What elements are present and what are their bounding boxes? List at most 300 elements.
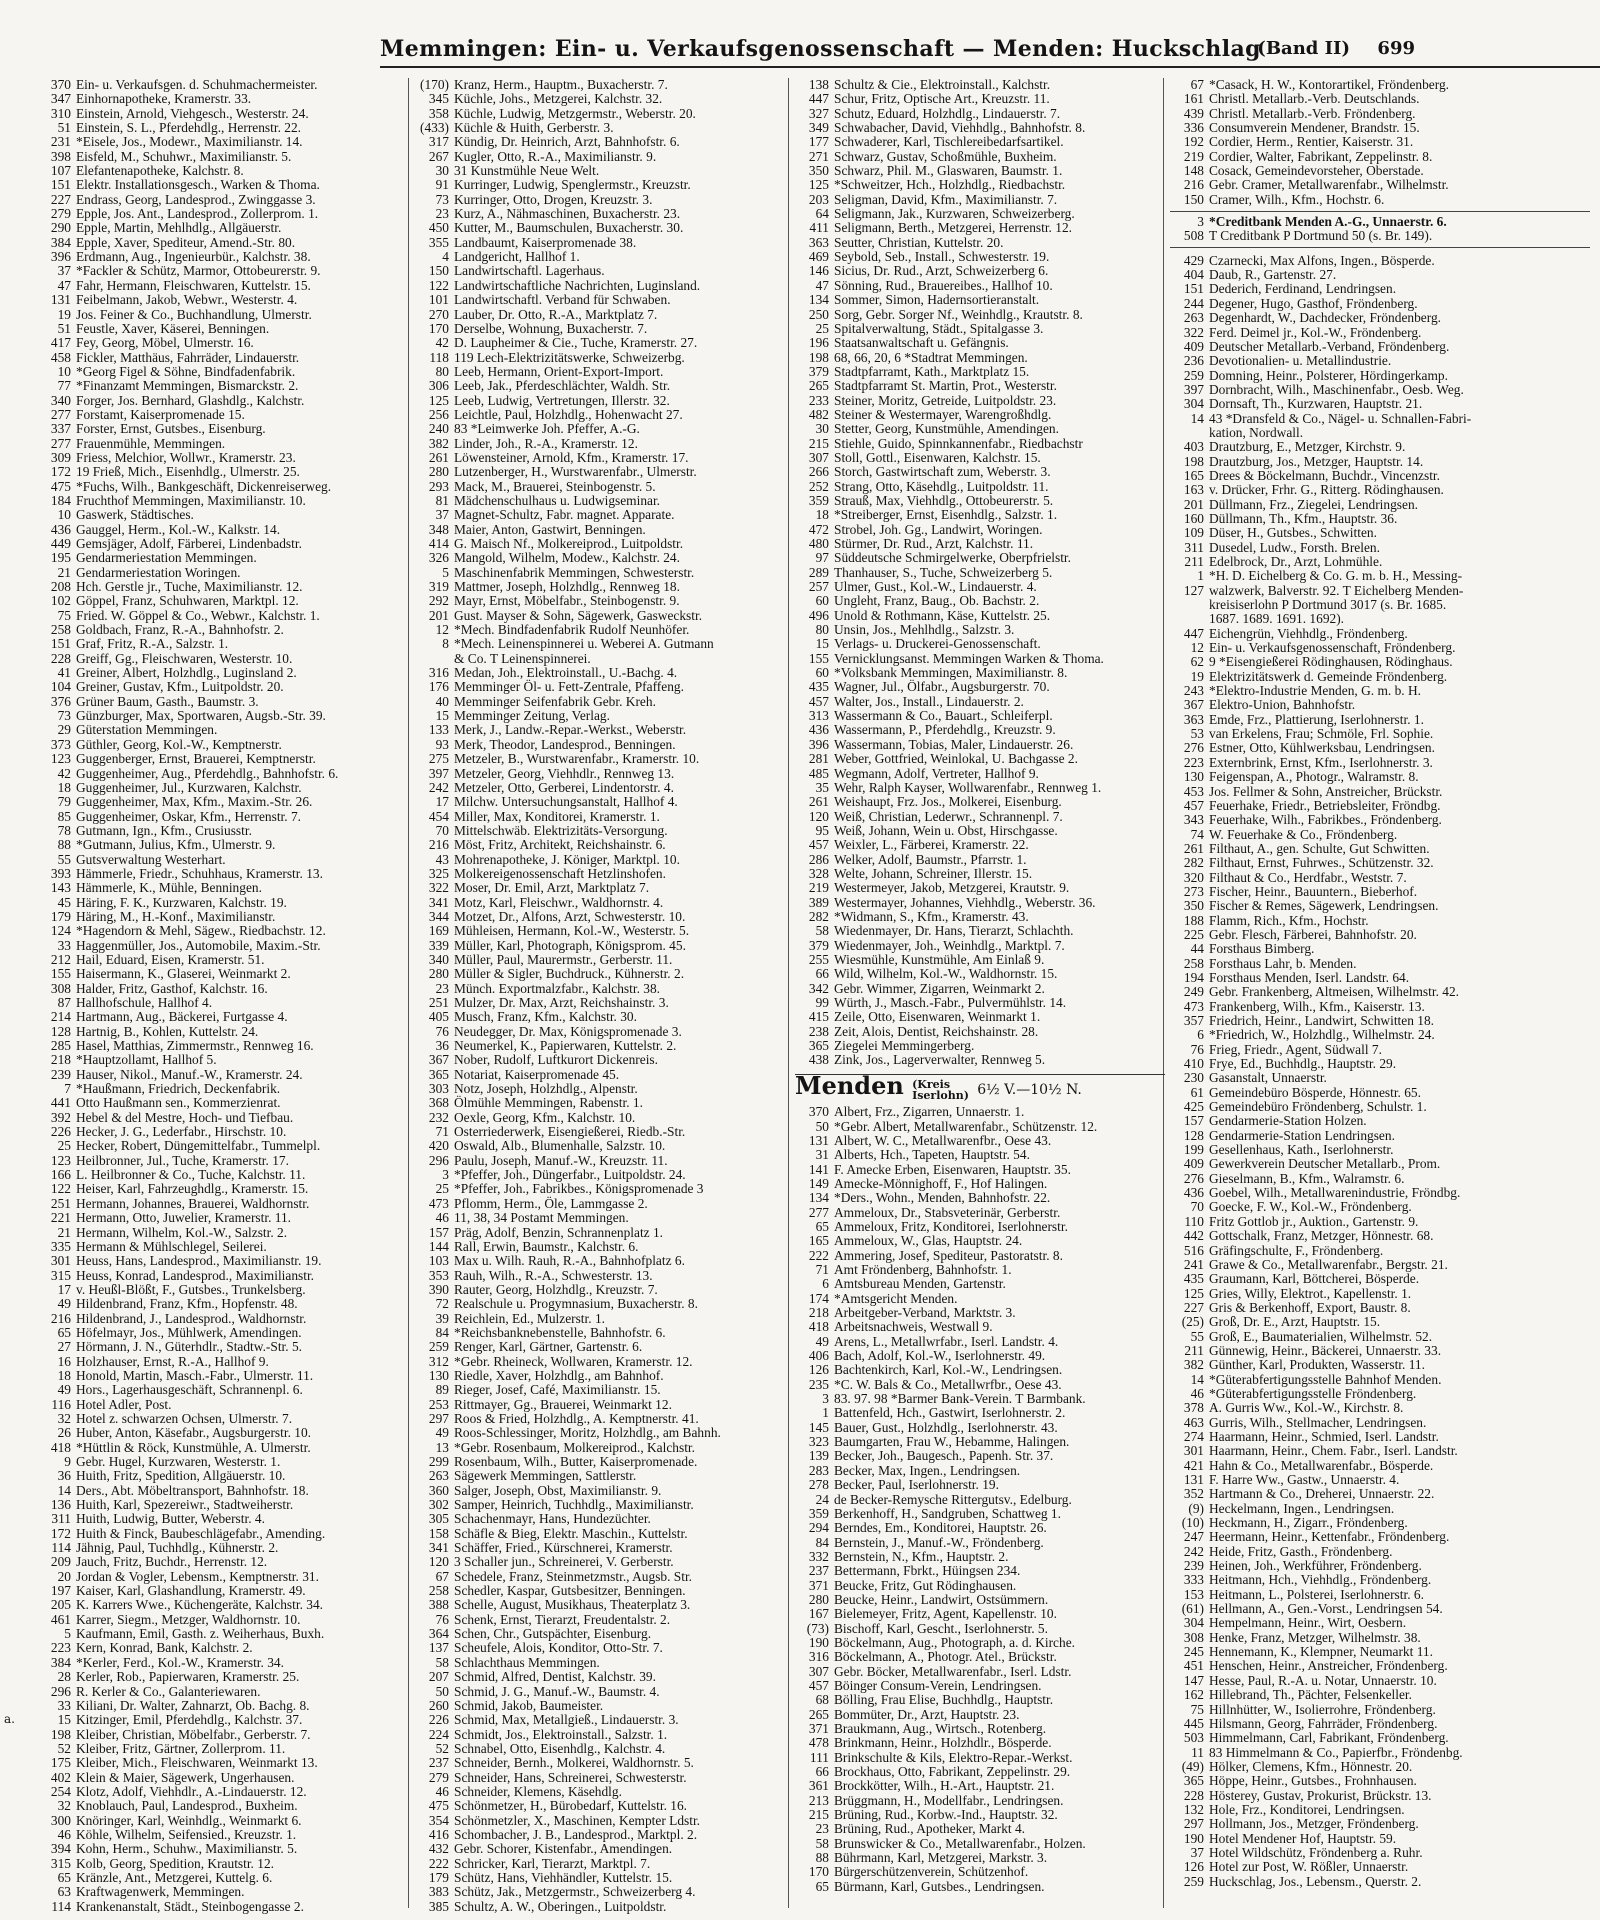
list-item [1170,1344,1590,1358]
entry-text: Moser, Dr. Emil, Arzt, Marktplatz 7. [454,880,650,896]
entry-text: Günther, Karl, Produkten, Wasserstr. 11. [1209,1357,1425,1373]
entry-number: 435 [808,679,829,695]
entry-text: Motz, Karl, Fleischwr., Waldhornstr. 4. [454,894,664,910]
list-item [415,1053,785,1067]
entry-number: 78 [57,822,71,838]
entry-number: 227 [1183,1299,1204,1315]
entry-number: 137 [428,1640,449,1656]
entry-text: Wiesmühle, Kunstmühle, Am Einlaß 9. [834,951,1045,967]
list-item [1170,641,1590,655]
entry-text: Battenfeld, Hch., Gastwirt, Iserlohnerstr. 2. [834,1405,1066,1421]
list-item [415,193,785,207]
entry-text: Nober, Rudolf, Luftkurort Dickenreis. [454,1052,658,1068]
entry-number: 60 [815,665,829,681]
entry-text: Schricker, Karl, Tierarzt, Marktpl. 7. [454,1855,651,1871]
entry-number: 32 [57,1410,71,1426]
entry-text: Greiner, Albert, Holzhdlg., Luginsland 2. [76,665,297,681]
entry-text: Arbeitsnachweis, Westwall 9. [834,1319,993,1335]
city-district: (Kreis Iserlohn) [912,1078,969,1103]
entry-number: 311 [1184,539,1204,555]
column-divider [408,78,409,1908]
entry-text: Weiß, Johann, Wein u. Obst, Hirschgasse. [834,822,1058,838]
entry-text: Böckelmann, A., Photogr. Atel., Brückstr. [834,1649,1057,1665]
entry-number: 134 [808,292,829,308]
list-item [795,1536,1165,1550]
list-item [1170,164,1590,178]
entry-text: 3 Schaller jun., Schreinerei, V. Gerberstr. [454,1554,674,1570]
list-item [1170,914,1590,928]
entry-text: F. Amecke Erben, Eisenwaren, Hauptstr. 35. [834,1161,1071,1177]
directory-column-1 [37,77,407,1914]
entry-text: Gaswerk, Städtisches. [76,507,194,523]
entry-text: Kiliani, Dr. Walter, Zahnarzt, Ob. Bachg. 8. [76,1697,310,1713]
list-item [37,1871,407,1885]
entry-number: 139 [808,1448,829,1464]
list-item [415,1441,785,1455]
list-item [37,1369,407,1383]
list-item [415,896,785,910]
list-item [795,1148,1165,1162]
entry-number: 123 [50,1152,71,1168]
entry-number: 23 [435,206,449,222]
list-item [37,1771,407,1785]
entry-number: 87 [57,995,71,1010]
list-item [37,508,407,522]
entry-text: Jos. Feiner & Co., Buchhandlung, Ulmerstr. [76,306,312,322]
list-item [1170,1330,1590,1344]
list-item [37,680,407,694]
list-item [1170,1071,1590,1085]
entry-number: 126 [808,1362,829,1378]
entry-text: Mädchenschulhaus u. Ludwigseminar. [454,492,661,508]
entry-text: Kurringer, Ludwig, Spenglermstr., Kreuzstr. [454,177,691,193]
entry-text: Grüner Baum, Gasth., Baumstr. 3. [76,693,259,709]
entry-text: Strauß, Max, Viehhdlg., Ottobeurerstr. 5. [834,492,1054,508]
entry-text: Kleiber, Christian, Möbelfabr., Gerberstr. 7. [76,1726,311,1742]
list-item [795,1607,1165,1621]
entry-number: 111 [809,1749,829,1765]
list-item [795,1234,1165,1248]
entry-text: Schutz, Eduard, Holzhdlg., Lindauerstr. 7. [834,105,1061,121]
list-item [37,1398,407,1412]
list-item [1170,942,1590,956]
entry-number: 305 [428,1511,449,1527]
list-item [37,1096,407,1110]
memmingen-entries [795,78,1165,1068]
entry-number: 223 [50,1640,71,1656]
entry-number: 134 [808,1190,829,1206]
entry-number: 297 [428,1410,449,1426]
entry-text: Hasel, Matthias, Zimmermstr., Rennweg 16. [76,1038,314,1054]
entry-text: Degener, Hugo, Gasthof, Fröndenberg. [1209,295,1418,311]
entry-number: 282 [808,908,829,924]
entry-number: 192 [1183,134,1204,150]
entry-text: Mack, M., Brauerei, Steinbogenstr. 5. [454,478,656,494]
entry-text: Schen, Chr., Gutspächter, Eisenburg. [454,1626,652,1642]
list-item [37,1541,407,1555]
entry-text: Klein & Maier, Sägewerk, Ungerhausen. [76,1769,295,1785]
entry-number: 384 [50,1654,71,1670]
entry-text: Arens, L., Metallwrfabr., Iserl. Landstr. 4. [834,1333,1059,1349]
entry-text: Miller, Max, Konditorei, Kramerstr. 1. [454,808,660,824]
entry-text: Neudegger, Dr. Max, Königspromenade 3. [454,1023,682,1039]
entry-text: Fritz Gottlob jr., Auktion., Gartenstr. 9. [1209,1213,1419,1229]
list-item [37,1082,407,1096]
entry-text: Huith, Fritz, Spedition, Allgäuerstr. 10. [76,1468,286,1484]
list-item [795,1163,1165,1177]
entry-text: Hermann, Otto, Juwelier, Kramerstr. 11. [76,1210,292,1226]
entry-number: 307 [808,1663,829,1679]
entry-text: *H. D. Eichelberg & Co. G. m. b. H., Messing- [1209,568,1463,584]
entry-text: Maschinenfabrik Memmingen, Schwesterstr. [454,564,695,580]
list-item [1170,354,1590,368]
list-item [795,1220,1165,1234]
entry-text: Hildenbrand, Franz, Kfm., Hopfenstr. 48. [76,1296,298,1312]
entry-number: 397 [428,765,449,781]
entry-number: 458 [50,349,71,365]
entry-text: Edelbrock, Dr., Arzt, Lohmühle. [1209,554,1383,569]
entry-text: Berndes, Em., Konditorei, Hauptstr. 26. [834,1520,1047,1536]
list-item [1170,1760,1590,1774]
list-item [415,394,785,408]
entry-number: 230 [1183,1070,1204,1086]
entry-text: Mangold, Wilhelm, Modew., Kalchstr. 24. [454,550,680,566]
entry-text: Hch. Gerstle jr., Tuche, Maximilianstr. 12. [76,579,303,595]
entry-number: 485 [808,765,829,781]
entry-number: 266 [808,464,829,480]
entry-number: 99 [815,995,829,1010]
entry-text: Huckschlag, Jos., Lebensm., Querstr. 2. [1209,1873,1422,1889]
list-item [415,1269,785,1283]
entry-text: *Reichsbanknebenstelle, Bahnhofstr. 6. [454,1324,666,1340]
list-item [795,1550,1165,1564]
entry-text: Schäffer, Fried., Kürschnerei, Kramerstr. [454,1540,673,1556]
entry-text: Amtsbureau Menden, Gartenstr. [834,1276,1006,1292]
entry-number: 53 [1190,726,1204,742]
entry-text: Dornsaft, Th., Kurzwaren, Hauptstr. 21. [1209,396,1423,412]
list-item [795,437,1165,451]
entry-number: 469 [808,249,829,265]
entry-text: Hole, Frz., Konditorei, Lendringsen. [1209,1801,1405,1817]
entry-number: 258 [1183,955,1204,971]
entry-text: Schneider, Klemens, Käsehdlg. [454,1783,622,1799]
entry-text: Frieg, Friedr., Agent, Südwall 7. [1209,1041,1382,1057]
entry-number: 336 [1183,120,1204,136]
entry-number: 310 [50,105,71,121]
entry-number: 116 [51,1396,71,1412]
list-item [415,1699,785,1713]
entry-text: Schedele, Franz, Steinmetzmstr., Augsb. Str. [454,1568,693,1584]
entry-text: Bauer, Gust., Holzhdlg., Iserlohnerstr. 43. [834,1419,1058,1435]
list-item [37,1254,407,1268]
entry-text: Schönmetzler, X., Maschinen, Kempter Ldstr. [454,1812,701,1828]
entry-number: 175 [50,1755,71,1771]
list-item [37,351,407,365]
list-item [37,1828,407,1842]
entry-text: 83 *Leimwerke Joh. Pfeffer, A.-G. [454,421,640,437]
entry-number: 179 [50,908,71,924]
list-item [37,336,407,350]
entry-number: (10) [1181,1515,1204,1531]
entry-text: Rall, Erwin, Baumstr., Kalchstr. 6. [454,1238,639,1254]
list-item [37,465,407,479]
list-item [1170,1258,1590,1272]
entry-text: Eichengrün, Viehhdlg., Fröndenberg. [1209,625,1408,641]
list-item [415,1641,785,1655]
entry-number: 4 [442,249,449,265]
entry-text: *Mech. Bindfadenfabrik Rudolf Neunhöfer. [454,622,690,638]
entry-text: Kitzinger, Emil, Pferdehdlg., Kalchstr. 37. [76,1712,303,1728]
entry-text: Haarmann, Heinr., Chem. Fabr., Iserl. Landstr. [1209,1443,1458,1459]
list-item [37,494,407,508]
entry-text: Hauser, Nikol., Manuf.-W., Kramerstr. 24. [76,1066,303,1082]
list-item [415,752,785,766]
entry-number: 358 [428,105,449,121]
list-item [37,1182,407,1196]
entry-number: 63 [57,1884,71,1900]
entry-number: 118 [429,349,449,365]
entry-number: 216 [50,1310,71,1326]
entry-number: 311 [51,1511,71,1527]
entry-text: Hotel z. schwarzen Ochsen, Ulmerstr. 7. [76,1410,293,1426]
entry-number: 151 [1183,281,1204,297]
list-item [37,394,407,408]
entry-number: 144 [428,1238,449,1254]
entry-text: 83. 97. 98 *Barmer Bank-Verein. T Barmbank. [834,1391,1086,1407]
entry-number: 11 [1191,1744,1204,1760]
list-item [415,78,785,92]
entry-number: 475 [50,478,71,494]
entry-text: Verlags- u. Druckerei-Genossenschaft. [834,636,1041,652]
list-item [795,1751,1165,1765]
entry-text: Milchw. Untersuchungsanstalt, Hallhof 4. [454,794,678,810]
list-item [37,1484,407,1498]
entry-text: walzwerk, Balverstr. 92. T Eichelberg Menden- [1209,582,1464,598]
list-item [415,1412,785,1426]
entry-number: 170 [428,320,449,336]
entry-number: 37 [435,507,449,523]
entry-text: Leeb, Ludwig, Vertretungen, Illerstr. 32. [454,392,670,408]
entry-text: Feustle, Xaver, Käserei, Benningen. [76,320,270,336]
entry-number: 126 [1183,1859,1204,1875]
entry-number: 6 [822,1276,829,1292]
entry-text: Paulu, Joseph, Manuf.-W., Kreuzstr. 11. [454,1152,668,1168]
entry-number: 226 [428,1712,449,1728]
list-item [37,1570,407,1584]
entry-text: Gauggel, Herm., Kol.-W., Kalkstr. 14. [76,521,281,537]
entry-text: Strobel, Joh. Gg., Landwirt, Woringen. [834,521,1043,537]
entry-number: 128 [50,1023,71,1039]
entry-number: 420 [428,1138,449,1154]
list-item [1170,1631,1590,1645]
entry-text: *Eisele, Jos., Modewr., Maximilianstr. 14. [76,134,303,150]
list-item [795,1865,1165,1879]
list-item [415,537,785,551]
entry-text: Lauber, Dr. Otto, R.-A., Marktplatz 7. [454,306,658,322]
entry-text: Huber, Anton, Käsefabr., Augsburgerstr. 10. [76,1425,312,1441]
entry-text: Schenk, Ernst, Tierarzt, Freudentalstr. 2. [454,1611,671,1627]
entry-number: 133 [428,722,449,738]
entry-text: Wild, Wilhelm, Kol.-W., Waldhornstr. 15. [834,966,1058,982]
list-item [415,924,785,938]
entry-number: 342 [808,980,829,996]
entry-number: 12 [435,622,449,638]
list-item [795,1478,1165,1492]
list-item [795,121,1165,135]
entry-number: 58 [815,923,829,939]
entry-number: 35 [815,779,829,795]
entry-number: 15 [57,1712,71,1728]
entry-number: 258 [50,622,71,638]
list-item [415,365,785,379]
entry-number: 93 [435,736,449,752]
list-item [415,1598,785,1612]
page-header [380,36,1600,68]
entry-text: Gendarmeriestation Memmingen. [76,550,257,566]
list-item [795,1822,1165,1836]
entry-number: 163 [1183,482,1204,498]
entry-number: 398 [50,148,71,164]
list-item [415,207,785,221]
list-item [1170,713,1590,727]
entry-text: Bernstein, N., Kfm., Hauptstr. 2. [834,1548,1009,1564]
page-number: 699 [1377,38,1415,59]
entry-number: 127 [1183,582,1204,598]
entry-number: 473 [1183,998,1204,1014]
entry-text: Goebel, Wilh., Metallwarenindustrie, Fröndbg. [1209,1185,1461,1201]
entry-text: Walter, Jos., Install., Lindauerstr. 2. [834,693,1024,709]
entry-text: Steiner, Moritz, Getreide, Luitpoldstr. 23. [834,392,1057,408]
entry-number: 201 [1183,496,1204,512]
entry-number: 19 [1190,668,1204,684]
entry-number: 47 [815,277,829,293]
entry-text: Graumann, Karl, Böttcherei, Bösperde. [1209,1271,1420,1287]
entry-number: (433) [419,120,449,136]
entry-number: 394 [50,1841,71,1857]
list-item [37,838,407,852]
list-item [1170,1229,1590,1243]
entry-text: Seybold, Seb., Install., Schwesterstr. 19. [834,249,1050,265]
list-item [415,953,785,967]
entry-number: 65 [815,1878,829,1894]
list-item [415,1312,785,1326]
entry-number: 81 [435,492,449,508]
list-item [795,1206,1165,1220]
entry-text: Wagner, Jul., Ölfabr., Augsburgerstr. 70. [834,679,1050,695]
entry-number: 165 [1183,467,1204,483]
entry-text: Schedler, Kaspar, Gutsbesitzer, Benningen. [454,1583,686,1599]
entry-text: Beucke, Fritz, Gut Rödinghausen. [834,1577,1017,1593]
entry-text: Heckmann, H., Zigarr., Fröndenberg. [1209,1515,1408,1531]
entry-text: Rosenbaum, Wilh., Butter, Kaiserpromenade. [454,1454,698,1469]
list-item [1170,1000,1590,1014]
entry-text: Würth, J., Masch.-Fabr., Pulvermühlstr. 14. [834,995,1067,1010]
entry-number: 7 [64,1081,71,1097]
list-item [795,824,1165,838]
entry-number: 277 [50,435,71,451]
list-item [795,1134,1165,1148]
entry-text: Höfelmayr, Jos., Mühlwerk, Amendingen. [76,1324,302,1340]
list-item [1170,383,1590,397]
entry-text: *Schweitzer, Hch., Holzhdlg., Riedbachstr. [834,177,1066,193]
list-item [1170,1086,1590,1100]
entry-number: 457 [808,1677,829,1693]
list-item [37,1226,407,1240]
entry-number: 27 [57,1339,71,1355]
entry-text: Hotel Adler, Post. [76,1396,172,1412]
entry-number: 409 [1183,338,1204,354]
entry-number: 403 [1183,439,1204,455]
entry-text: Heinen, Joh., Werkführer, Fröndenberg. [1209,1558,1422,1574]
list-item [37,1598,407,1612]
entry-text: Brüning, Rud., Apotheker, Markt 4. [834,1821,1026,1837]
entry-text: F. Harre Ww., Gastw., Unnaerstr. 4. [1209,1472,1400,1487]
list-item [415,810,785,824]
entry-number: 397 [1183,381,1204,397]
entry-number: 36 [57,1468,71,1484]
entry-text: Bölling, Frau Elise, Buchhdlg., Hauptstr. [834,1692,1054,1708]
entry-text: Molkereigenossenschaft Hetzlinshofen. [454,865,666,881]
list-item [415,1814,785,1828]
entry-text: Einhornapotheke, Kramerstr. 33. [76,91,252,107]
list-item [415,135,785,149]
entry-text: Ammeloux, W., Glas, Hauptstr. 24. [834,1233,1023,1249]
entry-text: Heitmann, Hch., Viehhdlg., Fröndenberg. [1209,1572,1432,1588]
list-item [37,451,407,465]
entry-text: Merk, Theodor, Landesprod., Benningen. [454,736,676,752]
entry-text: Hotel Wildschütz, Fröndenberg a. Ruhr. [1209,1844,1423,1860]
entry-text: Schachenmayr, Hans, Hundezüchter. [454,1511,651,1527]
entry-text: Kolb, Georg, Spedition, Krautstr. 12. [76,1855,274,1871]
list-item [1170,612,1590,626]
entry-number: 317 [428,134,449,150]
entry-number: 36 [435,1038,449,1054]
list-item [795,207,1165,221]
list-item [1170,512,1590,526]
list-item [795,1105,1165,1119]
list-item [415,1197,785,1211]
entry-number: 42 [57,765,71,781]
entry-number: 17 [57,1281,71,1297]
list-item [795,1378,1165,1392]
entry-number: 296 [428,1152,449,1168]
list-item [1170,1186,1590,1200]
list-item [37,1512,407,1526]
entry-text: Eisfeld, M., Schuhwr., Maximilianstr. 5. [76,148,292,164]
entry-text: v. Heußl-Blößt, F., Gutsbes., Trunkelsberg. [76,1281,306,1297]
entry-number: 122 [50,1181,71,1197]
entry-number: 131 [50,292,71,308]
entry-number: 261 [428,449,449,465]
list-item [795,1249,1165,1263]
entry-number: 120 [428,1554,449,1570]
list-item [415,1254,785,1268]
list-item [795,996,1165,1010]
entry-number: 41 [57,665,71,681]
entry-text: Oexle, Georg, Kfm., Kalchstr. 10. [454,1109,636,1125]
entry-number: 219 [808,880,829,896]
list-item [795,1736,1165,1750]
list-item [415,1369,785,1383]
list-item [415,910,785,924]
list-item [415,1771,785,1785]
entry-text: Scheufele, Alois, Konditor, Otto-Str. 7. [454,1640,663,1656]
list-item [1170,121,1590,135]
list-item [415,709,785,723]
list-item [415,1125,785,1139]
entry-text: Dusedel, Ludw., Forsth. Brelen. [1209,539,1380,555]
entry-number: 282 [1183,855,1204,871]
